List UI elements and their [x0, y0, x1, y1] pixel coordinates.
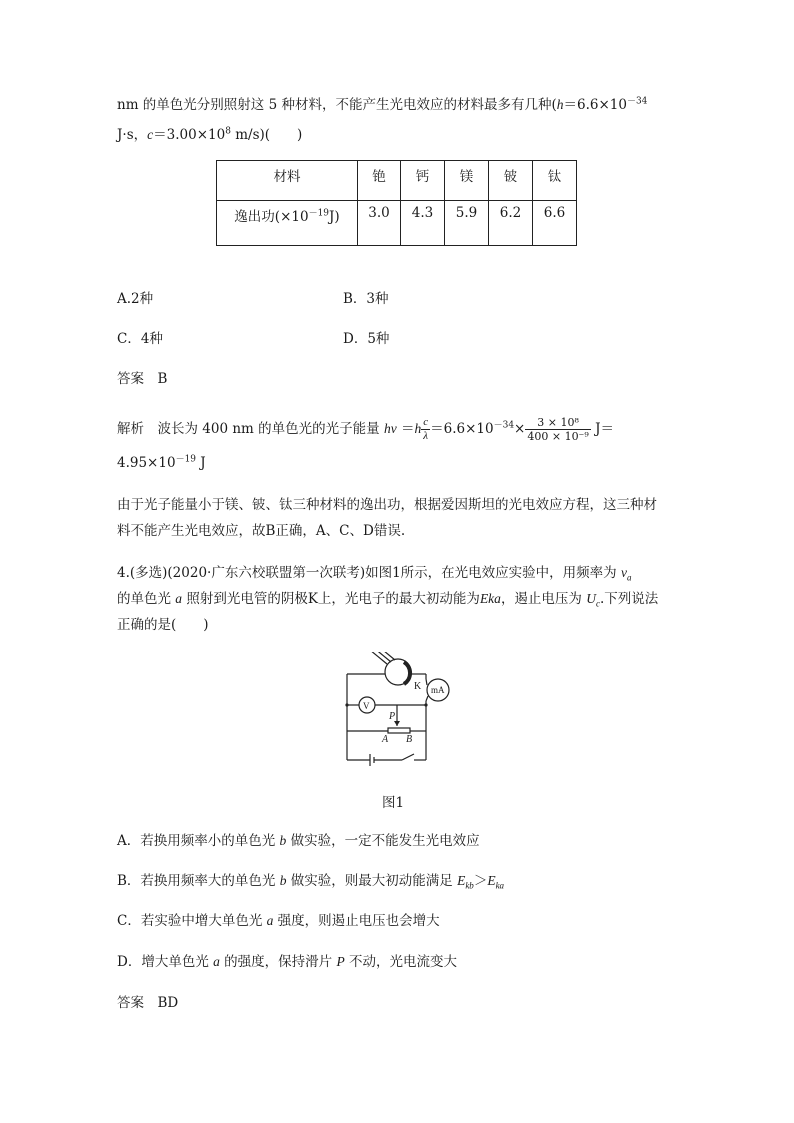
label-b: B [406, 734, 413, 745]
q3-analysis-line3: 由于光子能量小于镁、铍、钛三种材料的逸出功，根据爱因斯坦的光电效应方程，这三种材 [117, 497, 657, 513]
label-v: V [363, 701, 370, 711]
q4-option-c: C．若实验中增大单色光 a 强度，则遏止电压也会增大 [117, 913, 440, 929]
q3-option-b: B．3种 [343, 291, 389, 307]
q3-answer: 答案 B [117, 371, 168, 387]
q3-analysis-line2: $4.95\times 10^{-19}$ J [117, 454, 206, 471]
q3-option-a: A.2种 [117, 291, 154, 307]
table-value-mg: 5.9 [445, 201, 489, 246]
q4-stem-line1: 4.(多选)(2020·广东六校联盟第一次联考)如图1所示，在光电效应实验中，用频率为 $\nu_a$ [117, 565, 632, 583]
table-material-mg: 镁 [445, 161, 489, 201]
table-value-be: 6.2 [489, 201, 533, 246]
q3-option-c: C．4种 [117, 331, 163, 347]
table-material-ca: 钙 [401, 161, 445, 201]
q3-analysis-line1: 解析 波长为 400 nm 的单色光的光子能量 hν ＝h $\frac{c}{\lambda}$ $=6.6\times 10^{-34}\times$ $\frac{\text{3 × 10⁸}}{\text{400 × 10⁻⁹}}$ J＝ [117, 416, 614, 443]
table-value-cs: 3.0 [358, 201, 401, 246]
q3-stem-line1: nm 的单色光分别照射这 5 种材料，不能产生光电效应的材料最多有几种($h=6.6\times 10^{-34}$ [117, 96, 648, 113]
q4-stem-line2: 的单色光 a 照射到光电管的阴极K上，光电子的最大初动能为Eka，遏止电压为 $U_c$.下列说法 [117, 591, 659, 609]
q3-option-d: D．5种 [343, 331, 390, 347]
table-material-be: 铍 [489, 161, 533, 201]
q4-answer: 答案 BD [117, 995, 179, 1011]
figure-caption: 图1 [382, 795, 405, 811]
table-material-ti: 钛 [533, 161, 577, 201]
q4-option-b: B．若换用频率大的单色光 b 做实验，则最大初动能满足 $E_{kb}>E_{ka}$ [117, 873, 505, 891]
cathode-k [404, 662, 410, 684]
label-a: A [382, 734, 389, 745]
table-value-ti: 6.6 [533, 201, 577, 246]
q4-option-a: A．若换用频率小的单色光 b 做实验，一定不能发生光电效应 [117, 833, 480, 849]
table-header-label: 材料 [217, 161, 358, 201]
rheostat-ab [388, 728, 410, 733]
label-p: P [389, 711, 396, 722]
q4-stem-line3: 正确的是( ) [117, 617, 209, 633]
table-row-label: 逸出功$(\times 10^{-19}J)$ [217, 201, 358, 246]
label-k: K [414, 681, 422, 692]
q4-option-d: D．增大单色光 a 的强度，保持滑片 P 不动，光电流变大 [117, 954, 458, 970]
q3-analysis-line4: 料不能产生光电效应，故B正确，A、C、D错误. [117, 523, 406, 539]
q3-stem-line2: J·s，$c=3.00\times 10^8$ m/s)( ) [117, 126, 303, 143]
table-material-cs: 铯 [358, 161, 401, 201]
switch [402, 754, 414, 760]
label-ma: mA [431, 685, 445, 695]
work-function-table [216, 160, 577, 246]
photoelectric-circuit-figure [340, 652, 460, 772]
table-value-ca: 4.3 [401, 201, 445, 246]
